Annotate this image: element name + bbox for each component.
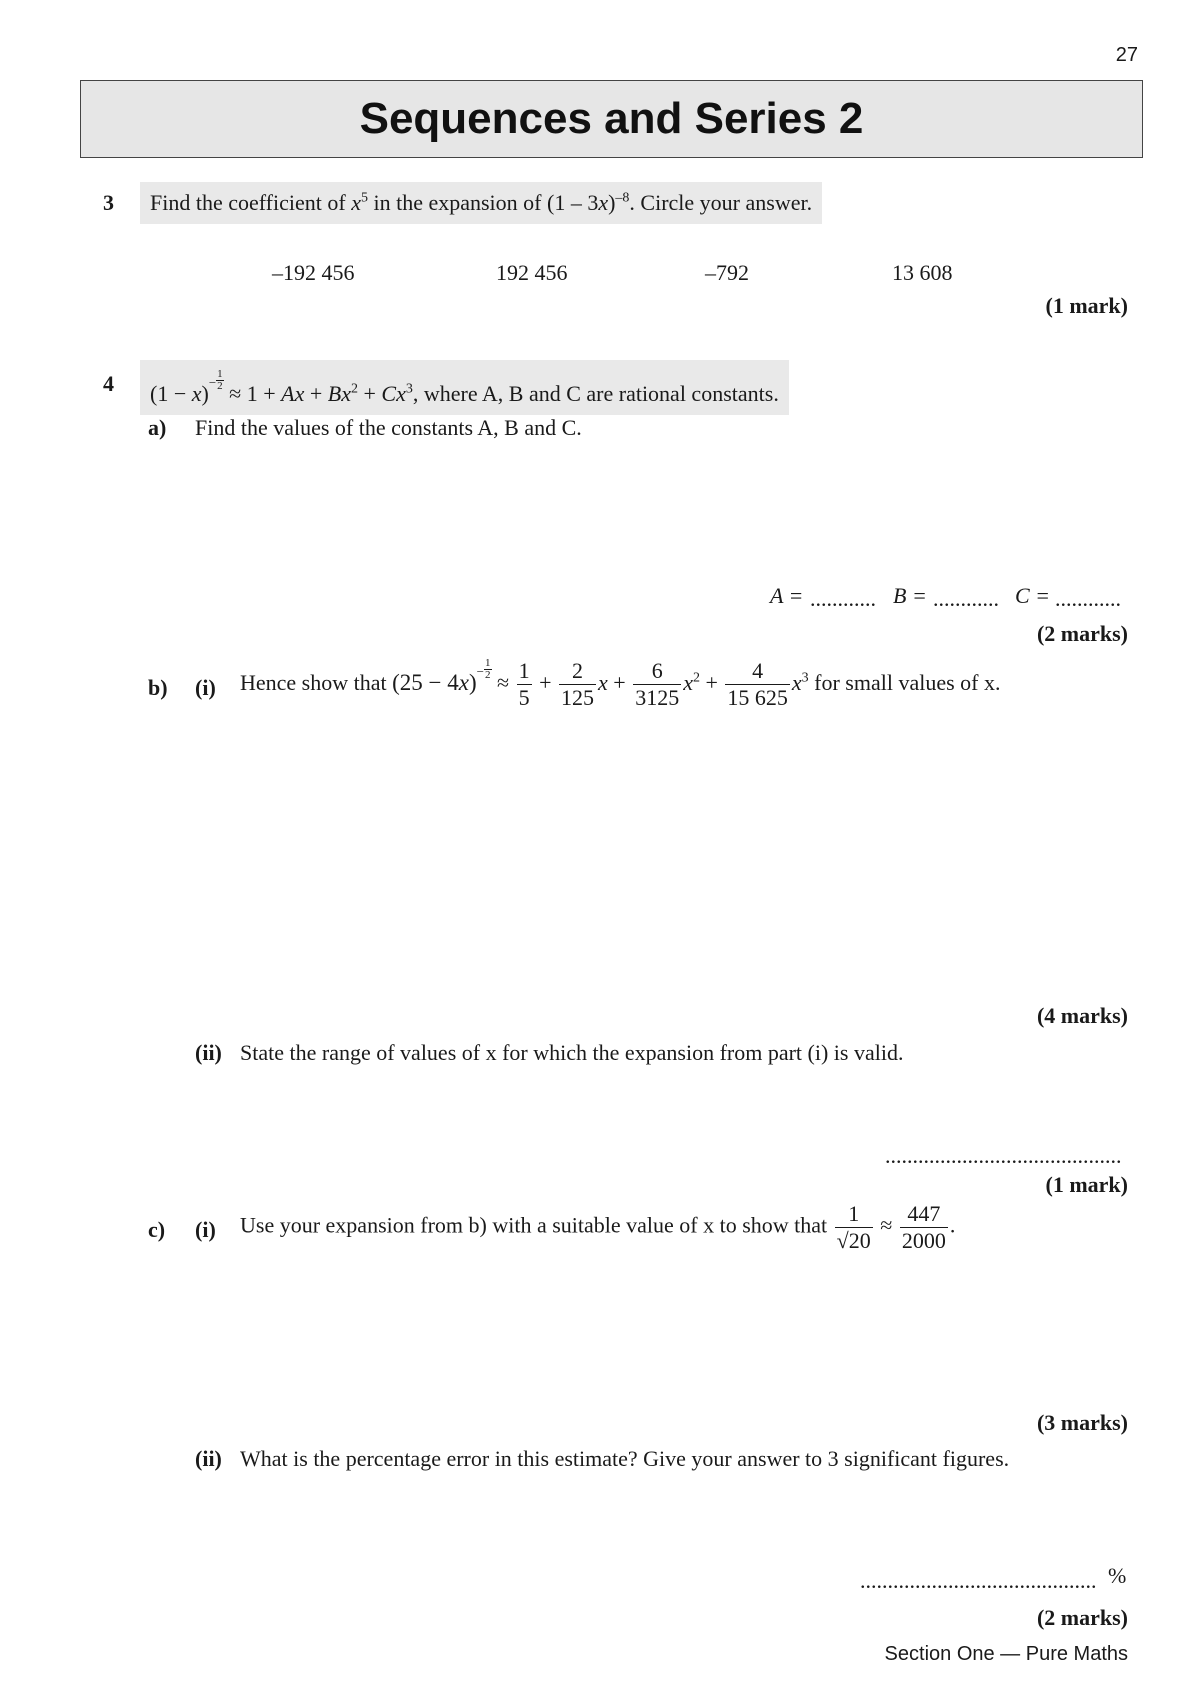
part-b-i-marks: (4 marks) — [1036, 1003, 1128, 1028]
answer-option-4[interactable]: 13 608 — [892, 260, 953, 285]
part-c-ii-label: (ii) — [195, 1446, 222, 1471]
question-3-marks: (1 mark) — [1045, 293, 1128, 318]
part-c-ii-marks: (2 marks) — [1036, 1605, 1128, 1630]
page-number: 27 — [1115, 44, 1138, 66]
percent-unit: % — [1108, 1563, 1127, 1588]
question-3-stem: Find the coefficient of $x^5$ in the expansion of (1 – 3x)$^{-8}$. Circle your answer. — [140, 182, 822, 224]
part-b-i-text: Hence show that (25 − 4x)− $\frac{1}{2}$ ≈ $\frac{1}{5}$ + $\frac{2}{125}$ x + $\frac{6}{3125}$ $x^2$ + $\frac{4}{15 625}$ $x^3$ for small values of x. — [240, 657, 1001, 711]
part-c-i-label: (i) — [195, 1217, 216, 1242]
answer-b-field[interactable]: ............ — [933, 586, 999, 611]
part-a-marks: (2 marks) — [1036, 621, 1128, 646]
answer-option-1[interactable]: –192 456 — [272, 260, 355, 285]
answer-option-2[interactable]: 192 456 — [496, 260, 568, 285]
part-b-ii-answer-field[interactable]: ........................................... — [885, 1143, 1122, 1168]
answer-a-field[interactable]: ............ — [810, 586, 876, 611]
question-3-number: 3 — [103, 190, 114, 215]
part-b-ii-label: (ii) — [195, 1040, 222, 1065]
answer-b-label: B = — [893, 583, 927, 608]
title-banner — [80, 80, 1143, 158]
footer-section: Section One — Pure Maths — [884, 1643, 1128, 1665]
part-c-i-text: Use your expansion from b) with a suitable value of x to show that $\frac{1}{√20}$ ≈ $\frac{447}{2000}$ . — [240, 1201, 956, 1253]
part-c-ii-answer-field[interactable]: ........................................... — [860, 1568, 1097, 1593]
part-c-i-marks: (3 marks) — [1036, 1410, 1128, 1435]
answer-c-label: C = — [1015, 583, 1051, 608]
question-4-number: 4 — [103, 371, 114, 396]
part-b-i-label: (i) — [195, 675, 216, 700]
answer-c-field[interactable]: ............ — [1055, 586, 1121, 611]
page-title: Sequences and Series 2 — [359, 94, 864, 143]
answer-option-3[interactable]: –792 — [705, 260, 749, 285]
part-c-label: c) — [148, 1217, 166, 1242]
part-b-ii-marks: (1 mark) — [1045, 1172, 1128, 1197]
part-b-label: b) — [148, 675, 168, 700]
part-b-ii-text: State the range of values of x for which the expansion from part (i) is valid. — [240, 1040, 904, 1065]
part-a-text: Find the values of the constants A, B and C. — [195, 415, 582, 440]
part-c-ii-text: What is the percentage error in this estimate? Give your answer to 3 significant figures. — [240, 1446, 1010, 1471]
part-a-label: a) — [148, 415, 167, 440]
answer-a-label: A = — [770, 583, 804, 608]
question-4-stem: (1 − x)− $\frac{1}{2}$ ≈ $1 + Ax + Bx^2 + Cx^3$, where A, B and C are rational constants. — [140, 360, 789, 415]
